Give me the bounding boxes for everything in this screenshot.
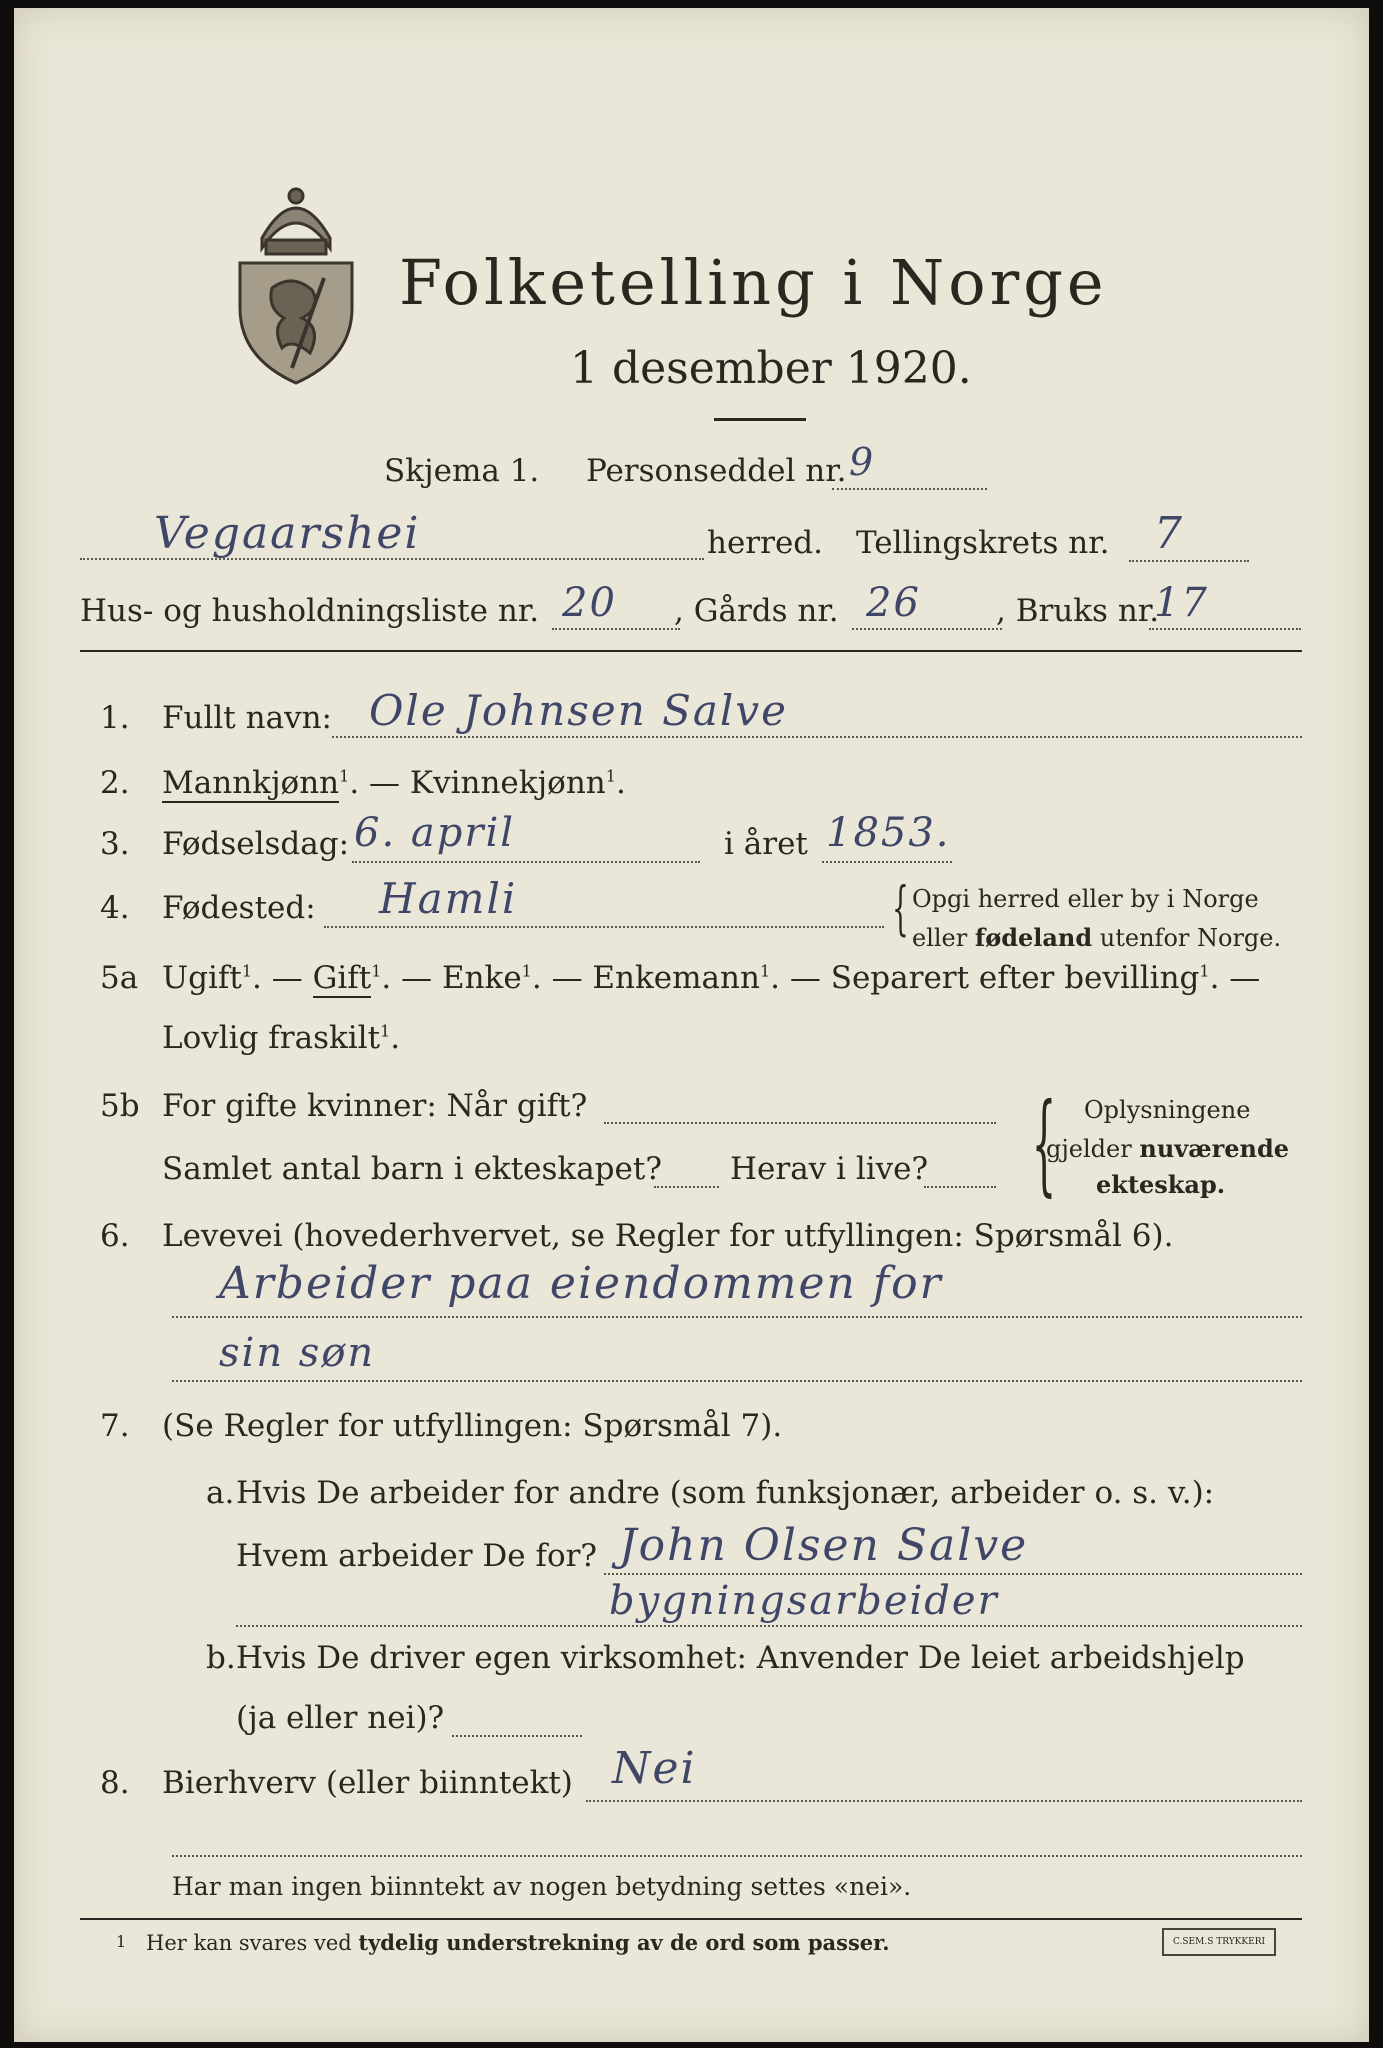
coat-of-arms-icon	[232, 178, 360, 388]
q4-birthplace[interactable]: Hamli	[379, 874, 518, 923]
q4-note-post: utenfor Norge.	[1099, 924, 1282, 952]
q8-line2	[172, 1855, 1302, 1857]
q6-line1	[172, 1316, 1302, 1318]
q5b-label1: For gifte kvinner: Når gift?	[162, 1088, 588, 1124]
title-divider	[714, 418, 806, 421]
q4-note-bold: fødeland	[974, 923, 1093, 952]
q5b-note2	[1046, 1134, 1289, 1163]
q5a-options-cont	[162, 1020, 400, 1056]
q2-end: .	[615, 765, 626, 801]
q2-separator: . —	[349, 765, 410, 801]
q7a-line1	[604, 1573, 1302, 1575]
q5a-options	[162, 960, 1260, 996]
marital-enkemann-option[interactable]: Enkemann	[592, 960, 760, 996]
q8-value[interactable]: Nei	[612, 1743, 697, 1794]
q5a-number: 5a	[100, 960, 139, 996]
q5a-mark-6: 1	[380, 1021, 391, 1041]
q8-line	[586, 1800, 1302, 1802]
q5b-note2-bold: nuværende	[1139, 1134, 1290, 1163]
marital-fraskilt-option[interactable]: Lovlig fraskilt	[162, 1020, 381, 1056]
q5b-children-line	[654, 1186, 719, 1188]
q5b-number: 5b	[100, 1088, 140, 1124]
gards-label: , Gårds nr.	[674, 593, 839, 629]
q5b-alive-line	[924, 1186, 996, 1188]
q7a-employer-occupation[interactable]: bygningsarbeider	[609, 1578, 999, 1624]
q5a-sep-1: . —	[252, 960, 313, 996]
q7a-employer[interactable]: John Olsen Salve	[619, 1520, 1029, 1571]
q8-label: Bierhverv (eller biinntekt)	[162, 1765, 573, 1801]
footnote-text	[146, 1930, 890, 1955]
q4-number: 4.	[100, 890, 130, 926]
q2-options	[162, 765, 626, 801]
bruks-value[interactable]: 17	[1154, 580, 1209, 626]
q5a-mark-5: 1	[1199, 961, 1210, 981]
census-form	[14, 8, 1369, 2042]
hus-label: Hus- og husholdningsliste nr.	[80, 593, 540, 629]
herred-label: herred.	[707, 525, 823, 561]
q2-footnote-mark-2: 1	[605, 766, 616, 786]
q5a-sep-3: . —	[531, 960, 593, 996]
q1-line	[332, 736, 1302, 738]
footer-divider	[80, 1918, 1302, 1920]
q5a-sep-2: . —	[381, 960, 442, 996]
q1-number: 1.	[100, 700, 130, 736]
gards-line	[852, 628, 1002, 630]
q3-number: 3.	[100, 826, 130, 862]
q4-note-line2	[912, 923, 1281, 952]
q5a-sep-4: . —	[770, 960, 831, 996]
bruks-line	[1149, 628, 1301, 630]
q7b-number: b.	[206, 1640, 236, 1676]
q6-line2	[172, 1380, 1302, 1382]
schema-label: Skjema 1.	[384, 453, 540, 489]
personseddel-line	[832, 488, 987, 490]
q5a-mark-3: 1	[521, 961, 532, 981]
q5b-brace: {	[1031, 1079, 1057, 1207]
q6-label: Levevei (hovederhvervet, se Regler for utfyllingen: Spørsmål 6).	[162, 1218, 1174, 1254]
personseddel-label: Personseddel nr.	[586, 453, 847, 489]
q3-year-label: i året	[724, 826, 808, 862]
q6-number: 6.	[100, 1218, 130, 1254]
marital-ugift-option[interactable]: Ugift	[162, 960, 242, 996]
herred-value[interactable]: Vegaarshei	[154, 508, 421, 559]
q5b-married-line	[604, 1122, 996, 1124]
tellingskrets-label: Tellingskrets nr.	[856, 525, 1110, 561]
q4-line	[324, 926, 884, 928]
q3-year-line	[822, 861, 952, 863]
q4-note-pre: eller	[912, 924, 968, 952]
q8-number: 8.	[100, 1765, 130, 1801]
q5b-note2-pre: gjelder	[1046, 1135, 1132, 1163]
q3-line	[352, 861, 700, 863]
q4-note-line1: Opgi herred eller by i Norge	[912, 885, 1259, 913]
marital-gift-option[interactable]: Gift	[312, 960, 372, 996]
q4-label: Fødested:	[162, 890, 316, 926]
form-title: Folketelling i Norge	[399, 246, 1108, 319]
gards-value[interactable]: 26	[866, 580, 921, 626]
q7a-label: Hvis De arbeider for andre (som funksjonær, arbeider o. s. v.):	[236, 1475, 1215, 1511]
q5b-note1: Oplysningene	[1084, 1096, 1251, 1124]
q5a-mark-4: 1	[759, 961, 771, 981]
q7b-label: Hvis De driver egen virksomhet: Anvender De leiet arbeidshjelp	[236, 1640, 1245, 1676]
q3-birthday[interactable]: 6. april	[354, 810, 516, 856]
q2-footnote-mark-1: 1	[339, 766, 350, 786]
q1-label: Fullt navn:	[162, 700, 332, 736]
q5b-label3: Herav i live?	[730, 1151, 929, 1187]
q3-label: Fødselsdag:	[162, 826, 350, 862]
header-divider	[80, 650, 1302, 652]
hus-line	[552, 628, 680, 630]
q7-label: (Se Regler for utfyllingen: Spørsmål 7).	[162, 1408, 783, 1444]
gender-male-option[interactable]: Mannkjønn	[162, 765, 340, 801]
hus-value[interactable]: 20	[562, 580, 617, 626]
q6-occupation-line1[interactable]: Arbeider paa eiendommen for	[219, 1258, 943, 1309]
q6-occupation-line2[interactable]: sin søn	[219, 1330, 376, 1376]
bruks-label: , Bruks nr.	[996, 593, 1160, 629]
q7-number: 7.	[100, 1408, 130, 1444]
footnote-number: 1	[116, 1932, 127, 1951]
q5b-label2: Samlet antal barn i ekteskapet?	[162, 1151, 662, 1187]
q1-full-name[interactable]: Ole Johnsen Salve	[369, 686, 788, 735]
q5a-mark-1: 1	[241, 961, 253, 981]
q5a-mark-2: 1	[371, 961, 382, 981]
census-date: 1 desember 1920.	[570, 343, 972, 394]
tellingskrets-line	[1129, 560, 1249, 562]
q5a-sep-5: . —	[1209, 960, 1261, 996]
q7a-question: Hvem arbeider De for?	[236, 1538, 598, 1574]
personseddel-value[interactable]: 9	[849, 440, 876, 484]
q7a-number: a.	[206, 1475, 235, 1511]
gender-female-option[interactable]: Kvinnekjønn	[409, 765, 606, 801]
q7a-line2	[236, 1625, 1302, 1627]
q5b-note3: ekteskap.	[1096, 1170, 1226, 1199]
q3-birth-year[interactable]: 1853.	[826, 810, 951, 856]
footer-note: Har man ingen biinntekt av nogen betydning settes «nei».	[172, 1872, 912, 1901]
q7b-line	[452, 1735, 582, 1737]
footnote-pre: Her kan svares ved	[146, 1931, 352, 1955]
q2-number: 2.	[100, 765, 130, 801]
tellingskrets-value[interactable]: 7	[1154, 508, 1184, 559]
q7b-question: (ja eller nei)?	[236, 1700, 445, 1736]
q5a-end: .	[390, 1020, 401, 1056]
marital-separert-option[interactable]: Separert efter bevilling	[830, 960, 1200, 996]
q4-brace: {	[892, 874, 909, 942]
marital-enke-option[interactable]: Enke	[441, 960, 522, 996]
footnote-bold: tydelig understrekning av de ord som passer.	[358, 1930, 890, 1955]
printer-stamp: C.SEM.S TRYKKERI	[1162, 1928, 1276, 1956]
